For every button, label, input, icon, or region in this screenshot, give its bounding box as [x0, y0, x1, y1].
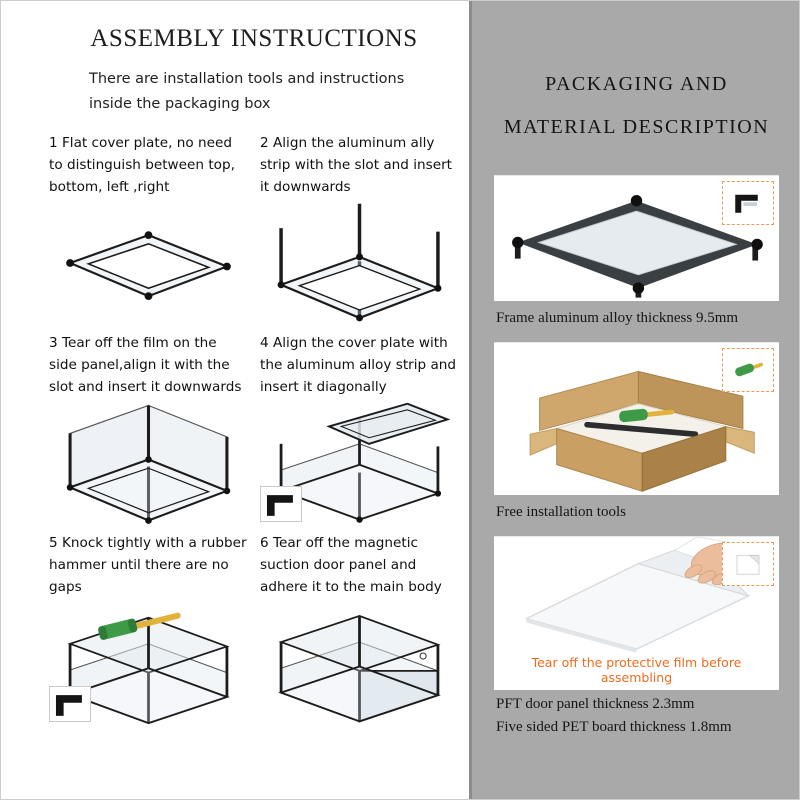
packaging-title-line-1: PACKAGING AND [545, 73, 728, 95]
corner-connector-icon [50, 687, 90, 721]
step-6-text: 6 Tear off the magnetic suction door panel and adhere it to the main body [260, 534, 442, 595]
step-2 [260, 132, 459, 324]
film-corner-inset [722, 542, 774, 586]
step-4-text: 4 Align the cover plate with the aluminum alloy strip and insert it diagonally [260, 334, 457, 395]
packaging-title-line-2: MATERIAL DESCRIPTION [503, 116, 770, 138]
step-6-illustration [260, 602, 459, 724]
corner-connector-icon [723, 188, 773, 218]
step-4 [260, 332, 459, 524]
peel-warning-note: Tear off the protective film before assembling [531, 655, 742, 686]
pet-board-caption: Five sided PET board thickness 1.8mm [496, 719, 732, 736]
step-5-text: 5 Knock tightly with a rubber hammer until there are no gaps [49, 534, 247, 595]
step-6 [260, 532, 459, 724]
side-panels-insert-drawing [49, 402, 248, 524]
tools-inset [722, 348, 774, 392]
hammer-icon [723, 354, 773, 386]
folded-film-icon [723, 549, 773, 579]
step-5 [49, 532, 248, 724]
assembly-instructions-panel [1, 1, 469, 799]
subtitle-line-1: There are installation tools and instructions [89, 71, 405, 87]
frame-photo [494, 175, 779, 301]
step-4-illustration [260, 402, 459, 524]
flat-cover-plate-drawing [49, 202, 248, 324]
frame-caption: Frame aluminum alloy thickness 9.5mm [496, 310, 739, 327]
step-2-text: 2 Align the aluminum ally strip with the slot and insert it downwards [260, 134, 452, 195]
step-3-illustration [49, 402, 248, 524]
page-title: ASSEMBLY INSTRUCTIONS [90, 25, 418, 52]
steps-grid [49, 132, 459, 724]
tools-caption: Free installation tools [496, 504, 626, 521]
step-1-illustration [49, 202, 248, 324]
frame-with-posts-drawing [260, 202, 459, 324]
step-1 [49, 132, 248, 324]
subtitle [89, 67, 459, 118]
frame-corner-inset [722, 181, 774, 225]
finished-box-drawing [260, 602, 459, 724]
step-3 [49, 332, 248, 524]
step-2-illustration [260, 202, 459, 324]
door-panel-caption: PFT door panel thickness 2.3mm [496, 696, 695, 713]
corner-connector-icon [261, 487, 301, 521]
step-1-text: 1 Flat cover plate, no need to distinguish between top, bottom, left ,right [49, 134, 235, 195]
package-photo [494, 342, 779, 495]
corner-detail-inset [49, 686, 91, 722]
subtitle-line-2: inside the packaging box [89, 96, 271, 113]
magnet-dot-icon [420, 653, 426, 659]
packaging-panel [472, 1, 799, 799]
corner-detail-inset [260, 486, 302, 522]
packaging-title [494, 63, 779, 149]
film-peel-photo [494, 536, 779, 690]
step-3-text: 3 Tear off the film on the side panel,align it with the slot and insert it downwards [49, 334, 242, 395]
step-5-illustration [49, 602, 248, 724]
